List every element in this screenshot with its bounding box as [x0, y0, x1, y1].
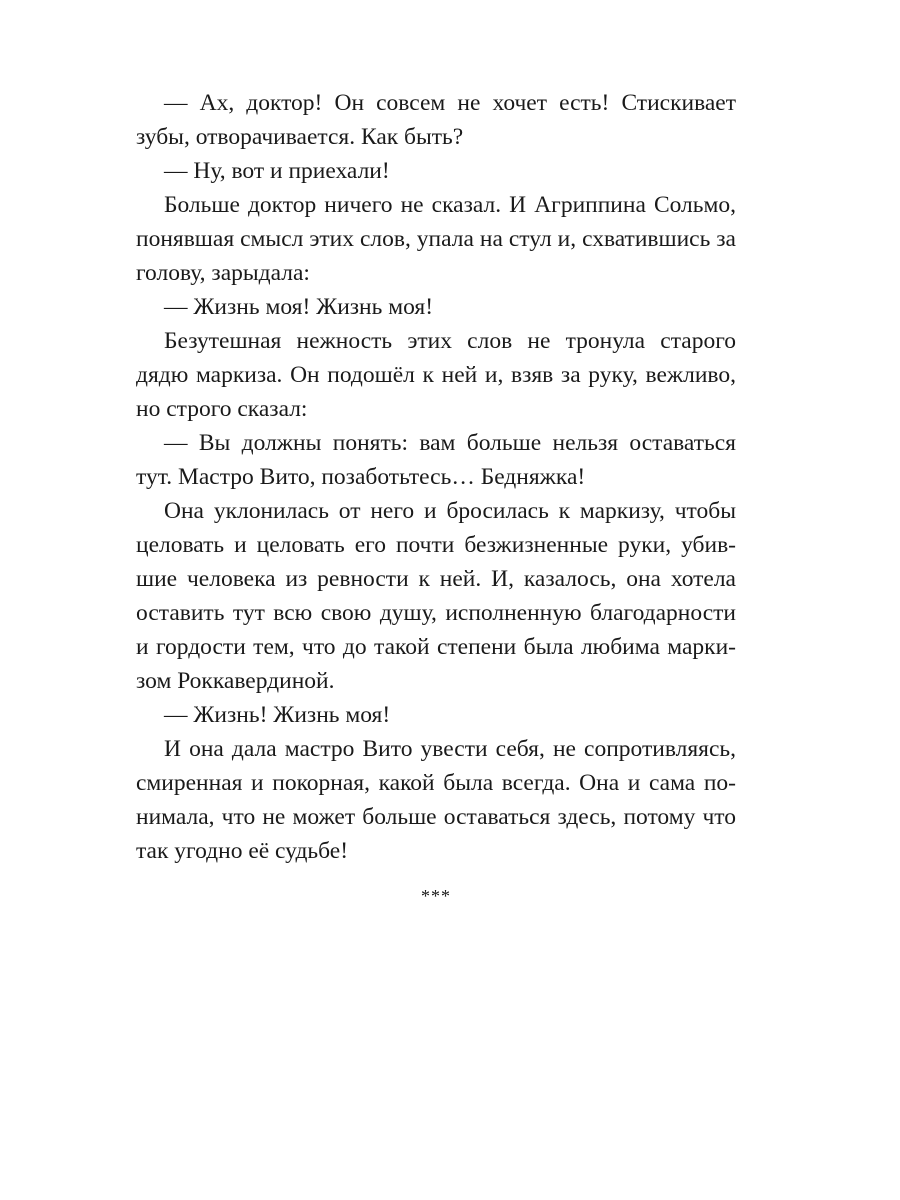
paragraph: И она дала мастро Вито увести себя, не сопротивляясь, смиренная и покорная, какой была всегда. Она и сама понимала, что не может больше оставаться здесь, потому что так угодно её судьбе! [136, 736, 736, 864]
paragraph: Безутешная нежность этих слов не тронула старого дядю маркиза. Он подошёл к ней и, взяв за руку, вежливо, но строго сказал: [136, 328, 736, 422]
paragraph: — Жизнь! Жизнь моя! [164, 702, 391, 728]
body-text [136, 86, 736, 868]
paragraph: — Вы должны понять: вам больше нельзя оставаться тут. Мастро Вито, позаботьтесь… Бедняжка! [136, 430, 736, 490]
section-separator: *** [421, 886, 451, 906]
paragraph: — Жизнь моя! Жизнь моя! [164, 294, 434, 320]
paragraph: — Ну, вот и приехали! [164, 158, 390, 184]
paragraph: Она уклонилась от него и бросилась к маркизу, чтобы целовать и целовать его почти безжизненные руки, убившие человека из ревности к ней. И, казалось, она хотела оставить тут всю свою душу, исполненную благодарности и гордости тем, что до такой степени была любима маркизом Роккавердиной. [136, 498, 736, 694]
paragraph: Больше доктор ничего не сказал. И Агриппина Сольмо, понявшая смысл этих слов, упала на стул и, схватившись за голову, зарыдала: [136, 192, 736, 286]
paragraph: — Ах, доктор! Он совсем не хочет есть! Стискивает зубы, отворачивается. Как быть? [136, 90, 736, 150]
